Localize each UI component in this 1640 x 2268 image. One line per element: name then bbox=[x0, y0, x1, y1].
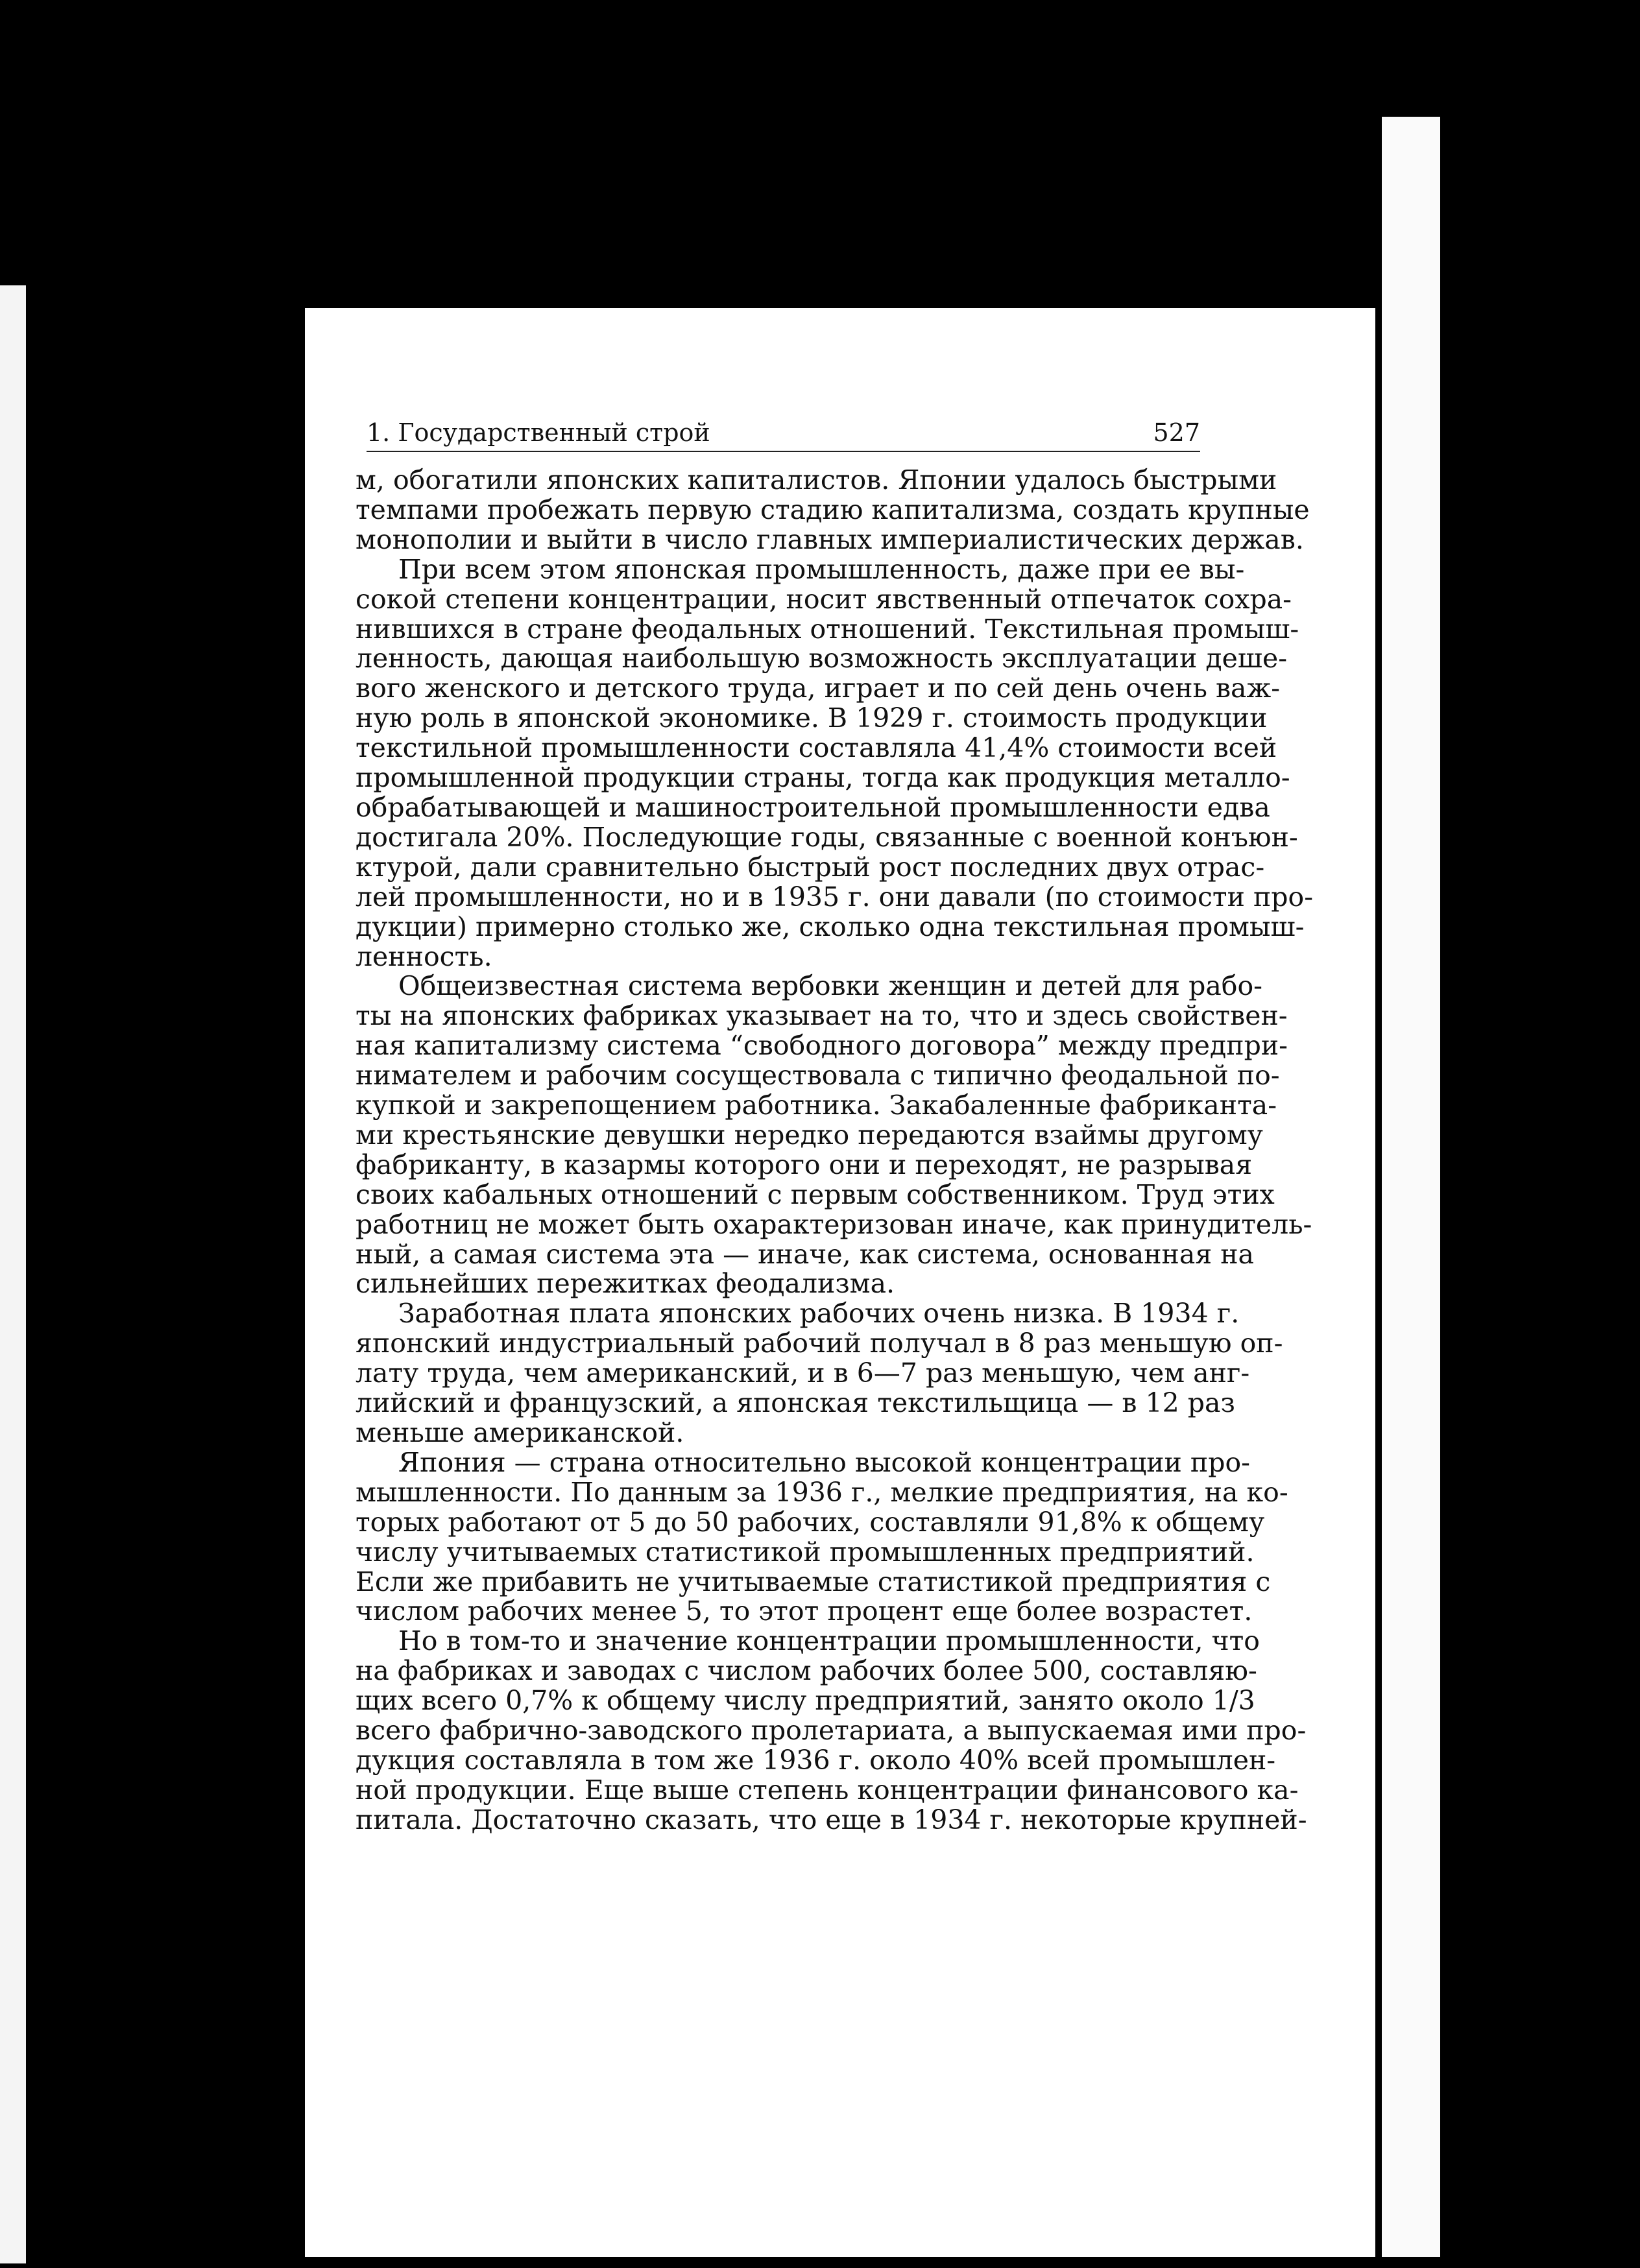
text-line: на фабриках и заводах с числом рабочих более 500, составляю- bbox=[356, 1655, 1257, 1687]
text-line: ный, а самая система эта — иначе, как система, основанная на bbox=[356, 1238, 1254, 1270]
body-text bbox=[356, 464, 1314, 1835]
text-line: всего фабрично-заводского пролетариата, а выпускаемая ими про- bbox=[356, 1715, 1307, 1747]
text-line: ную роль в японской экономике. В 1929 г. стоимость продукции bbox=[356, 702, 1268, 734]
text-line: лей промышленности, но и в 1935 г. они давали (по стоимости про- bbox=[356, 881, 1314, 913]
text-line: торых работают от 5 до 50 рабочих, составляли 91,8% к общему bbox=[356, 1506, 1265, 1538]
text-line: японский индустриальный рабочий получал в 8 раз меньшую оп- bbox=[356, 1328, 1283, 1359]
text-line: темпами пробежать первую стадию капитализма, создать крупные bbox=[356, 494, 1310, 525]
text-line: ленность, дающая наибольшую возможность эксплуатации деше- bbox=[356, 643, 1288, 674]
text-line: достигала 20%. Последующие годы, связанные с военной конъюн- bbox=[356, 821, 1298, 853]
section-title: 1. Государственный строй bbox=[367, 418, 710, 447]
text-line: меньше американской. bbox=[356, 1417, 684, 1448]
text-line: купкой и закрепощением работника. Закабаленные фабриканта- bbox=[356, 1090, 1277, 1121]
paragraph bbox=[356, 970, 1312, 1300]
text-line: ты на японских фабриках указывает на то, что и здесь свойствен- bbox=[356, 1000, 1288, 1032]
text-line: числу учитываемых статистикой промышленных предприятий. bbox=[356, 1536, 1255, 1568]
right-scan-edge bbox=[1382, 117, 1440, 2257]
text-line: сильнейших пережитках феодализма. bbox=[356, 1268, 895, 1300]
text-line: лийский и французский, а японская текстильщица — в 12 раз bbox=[356, 1387, 1235, 1419]
text-line: Общеизвестная система вербовки женщин и детей для рабо- bbox=[398, 970, 1262, 1002]
paragraph bbox=[356, 464, 1310, 555]
text-line: вого женского и детского труда, играет и по сей день очень важ- bbox=[356, 673, 1281, 704]
text-line: лату труда, чем американский, и в 6—7 раз меньшую, чем анг- bbox=[356, 1357, 1250, 1389]
text-line: дукции) примерно столько же, сколько одна текстильная промыш- bbox=[356, 911, 1305, 942]
text-line: нившихся в стране феодальных отношений. Текстильная промыш- bbox=[356, 613, 1299, 645]
text-line: Заработная плата японских рабочих очень низка. В 1934 г. bbox=[398, 1298, 1240, 1330]
text-line: Если же прибавить не учитываемые статистикой предприятия с bbox=[356, 1566, 1271, 1597]
running-head bbox=[367, 418, 1200, 452]
paragraph bbox=[356, 553, 1314, 972]
text-line: ной продукции. Еще выше степень концентрации финансового ка- bbox=[356, 1774, 1299, 1806]
text-line: дукция составляла в том же 1936 г. около 40% всей промышлен- bbox=[356, 1744, 1276, 1776]
text-line: своих кабальных отношений с первым собственником. Труд этих bbox=[356, 1178, 1275, 1210]
adjacent-page-edge bbox=[0, 285, 26, 2263]
text-line: обрабатывающей и машиностроительной промышленности едва bbox=[356, 791, 1270, 823]
text-line: ктурой, дали сравнительно быстрый рост последних двух отрас- bbox=[356, 851, 1265, 883]
text-line: текстильной промышленности составляла 41,4% стоимости всей bbox=[356, 732, 1277, 764]
text-line: монополии и выйти в число главных империалистических держав. bbox=[356, 523, 1304, 555]
text-line: промышленной продукции страны, тогда как продукция металло- bbox=[356, 762, 1290, 794]
paragraph bbox=[356, 1446, 1288, 1627]
text-line: числом рабочих менее 5, то этот процент еще более возрастет. bbox=[356, 1595, 1253, 1627]
text-line: При всем этом японская промышленность, даже при ее вы- bbox=[398, 553, 1245, 585]
paragraph bbox=[356, 1625, 1307, 1835]
text-line: Но в том-то и значение концентрации промышленности, что bbox=[398, 1625, 1260, 1657]
text-line: работниц не может быть охарактеризован иначе, как принудитель- bbox=[356, 1208, 1312, 1240]
text-line: ная капитализму система “свободного договора” между предпри- bbox=[356, 1030, 1288, 1062]
text-line: фабриканту, в казармы которого они и переходят, не разрывая bbox=[356, 1149, 1253, 1180]
text-line: Япония — страна относительно высокой концентрации про- bbox=[398, 1446, 1251, 1478]
text-line: м, обогатили японских капиталистов. Японии удалось быстрыми bbox=[356, 464, 1277, 495]
text-line: нимателем и рабочим сосуществовала с типично феодальной по- bbox=[356, 1060, 1280, 1092]
text-line: сокой степени концентрации, носит явственный отпечаток сохра- bbox=[356, 583, 1292, 615]
text-line: щих всего 0,7% к общему числу предприятий, занято около 1/3 bbox=[356, 1685, 1255, 1717]
text-line: мышленности. По данным за 1936 г., мелкие предприятия, на ко- bbox=[356, 1476, 1288, 1508]
page-number: 527 bbox=[1153, 418, 1200, 447]
text-line: ленность. bbox=[356, 940, 492, 972]
text-line: питала. Достаточно сказать, что еще в 1934 г. некоторые крупней- bbox=[356, 1804, 1307, 1835]
text-line: ми крестьянские девушки нередко передаются взаймы другому bbox=[356, 1119, 1263, 1151]
paragraph bbox=[356, 1298, 1283, 1448]
